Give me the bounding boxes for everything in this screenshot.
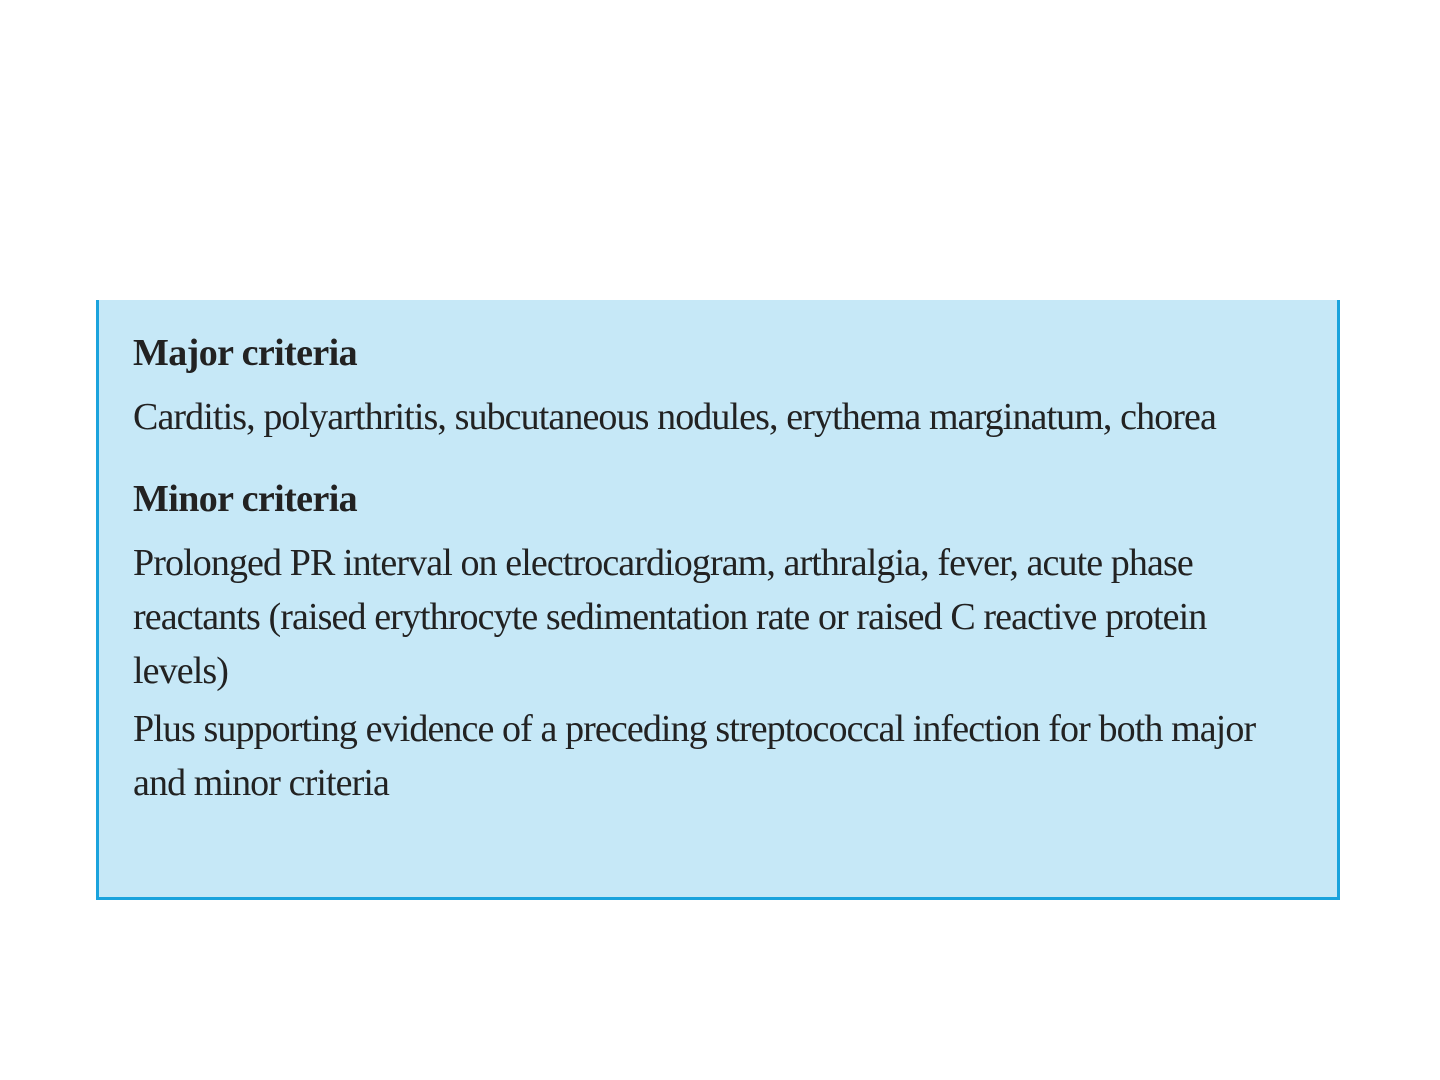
- minor-criteria-text: Prolonged PR interval on electrocardiogram, arthralgia, fever, acute phase reactants (raised erythrocyte sedimentation rate or raised C reactive protein levels): [133, 542, 1207, 692]
- minor-criteria-heading: Minor criteria: [133, 478, 358, 520]
- supporting-evidence-note: Plus supporting evidence of a preceding streptococcal infection for both major and minor criteria: [133, 708, 1256, 804]
- major-criteria-text: Carditis, polyarthritis, subcutaneous nodules, erythema marginatum, chorea: [133, 396, 1216, 438]
- major-criteria-heading: Major criteria: [133, 332, 358, 374]
- criteria-box: [96, 300, 1340, 900]
